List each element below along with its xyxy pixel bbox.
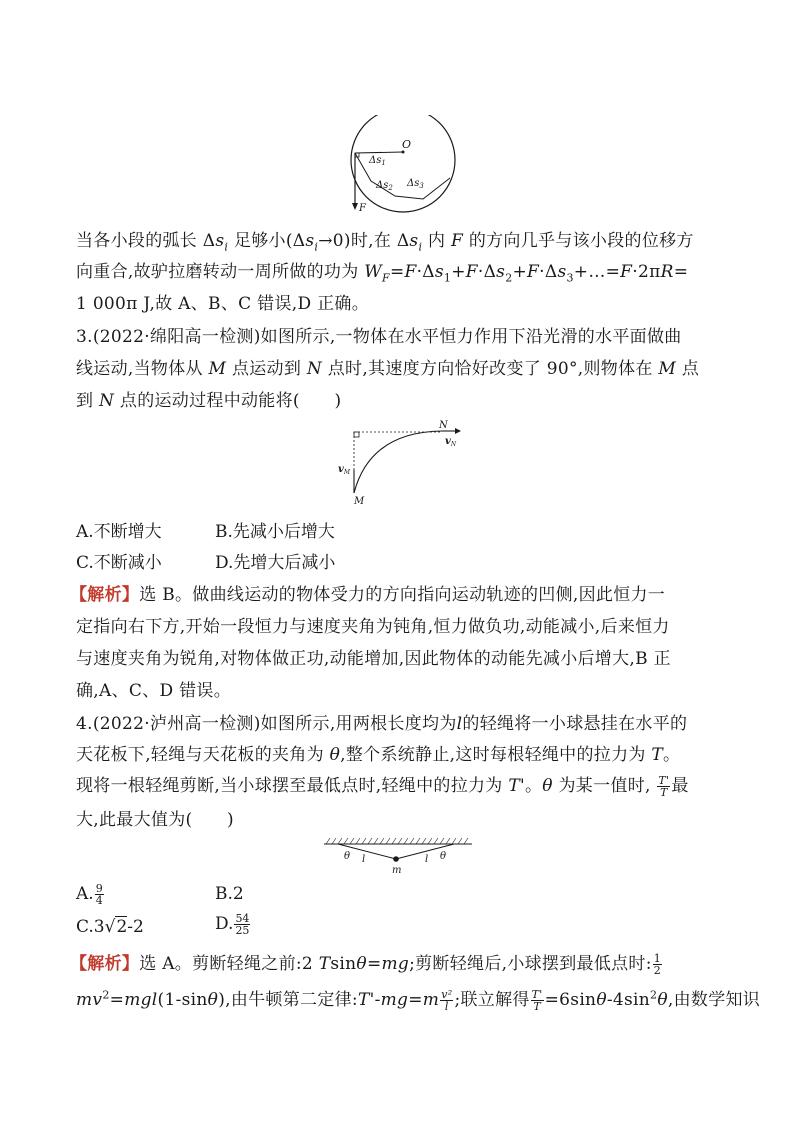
vN-arrowhead — [455, 428, 461, 434]
q3-analysis-line2: 定指向右下方,开始一段恒力与速度夹角为钝角,恒力做负功,动能减小,后来恒力 — [76, 617, 670, 637]
label-ds2: Δs — [376, 180, 389, 191]
q3-option-a[interactable]: A.不断增大 — [76, 522, 162, 542]
q3-option-b[interactable]: B.先减小后增大 — [215, 522, 335, 542]
label-l-left: l — [362, 854, 366, 865]
q4-option-d[interactable]: D. $\frac{54}{25}$ — [215, 912, 250, 937]
analysis-tag: 【解析】 — [70, 954, 140, 974]
q4-analysis-line1: 【解析】选 A。剪断轻绳之前:2 Tsinθ=mg;剪断轻绳后,小球摆到最低点时: $\frac{1}{2}$ — [70, 952, 662, 977]
q4-option-a[interactable]: A. $\frac{9}{4}$ — [76, 882, 103, 907]
label-l-right: l — [425, 854, 429, 865]
svg-text:vN — [445, 436, 457, 448]
label-theta-right: θ — [440, 851, 447, 862]
analysis-tag: 【解析】 — [70, 585, 140, 605]
label-ds1-sub: 1 — [381, 159, 386, 167]
figure-circle-work — [345, 115, 465, 215]
label-vM: v — [338, 464, 344, 475]
label-N: N — [439, 420, 448, 431]
force-arrowhead — [352, 203, 358, 210]
trajectory-curve — [354, 431, 442, 493]
q3-analysis-line4: 确,A、C、D 错误。 — [76, 681, 232, 701]
svg-text:Δs3 — [406, 178, 424, 190]
label-ds2-sub: 2 — [388, 184, 393, 192]
q3-line2: 线运动,当物体从 M 点运动到 N 点时,其速度方向恰好改变了 90°,则物体在 M 点 — [76, 359, 700, 379]
label-m: m — [392, 865, 402, 876]
label-vM-sub: M — [343, 469, 350, 476]
fraction-T-prime-over-T: $\frac{T'}{T}$ — [658, 774, 670, 799]
label-vN-sub: N — [450, 441, 457, 448]
q3-analysis-line1: 【解析】选 B。做曲线运动的物体受力的方向指向运动轨迹的凹侧,因此恒力一 — [70, 585, 666, 605]
q4-line3: 现将一根轻绳剪断,当小球摆至最低点时,轻绳中的拉力为 T'。θ 为某一值时, $\frac{T'}{T}$ 最 — [76, 774, 689, 799]
figure-curve-MN — [330, 418, 470, 510]
label-ds3: Δs — [407, 178, 420, 189]
q3-option-d[interactable]: D.先增大后减小 — [215, 553, 336, 573]
q3-analysis-line3: 与速度夹角为锐角,对物体做正功,动能增加,因此物体的动能先减小后增大,B 正 — [76, 649, 671, 669]
label-ds1: Δs — [369, 155, 382, 166]
q4-line4: 大,此最大值为( ) — [76, 810, 234, 830]
ceiling-hatching — [326, 838, 468, 844]
svg-text:Δs2 — [375, 180, 393, 192]
q4-option-c[interactable]: C.3√2-2 — [76, 917, 144, 937]
label-M: M — [354, 496, 365, 507]
svg-text:vM — [338, 464, 351, 476]
q4-option-b[interactable]: B.2 — [215, 884, 244, 904]
radius-line — [355, 152, 403, 153]
q4-line1: 4.(2022·泸州高一检测)如图所示,用两根长度均为l的轻绳将一小球悬挂在水平的 — [76, 714, 688, 734]
label-vN: v — [445, 436, 451, 447]
para1-line3: 1 000π J,故 A、B、C 错误,D 正确。 — [76, 294, 369, 314]
label-F: F — [359, 203, 366, 214]
right-angle-mark — [354, 432, 359, 437]
circle-path — [351, 115, 455, 212]
q3-option-c[interactable]: C.不断减小 — [76, 553, 162, 573]
ball — [393, 856, 399, 862]
q4-analysis-line2: $mv^2=mgl(1-\sin\theta)$,由牛顿第二定律:T'-mg=m $\frac{\text{v²}}{l}$ ;联立解得 $\frac{T'}{T}$ $=6\sin\theta-4\sin^2\theta$,由数学知识 — [76, 988, 761, 1013]
q3-line1: 3.(2022·绵阳高一检测)如图所示,一物体在水平恒力作用下沿光滑的水平面做曲 — [76, 327, 682, 347]
figure-pendulum — [322, 836, 474, 878]
label-ds3-sub: 3 — [419, 182, 424, 190]
q4-line2: 天花板下,轻绳与天花板的夹角为 θ,整个系统静止,这时每根轻绳中的拉力为 T。 — [76, 745, 681, 765]
svg-text:Δs1 — [368, 155, 386, 167]
q3-line3: 到 N 点的运动过程中动能将( ) — [76, 391, 342, 411]
label-theta-left: θ — [344, 851, 351, 862]
para1-line1: 当各小段的弧长 $\Delta s_i$ 足够小$(\Delta s_i\to 0)$时,在 $\Delta s_i$ 内 F 的方向几乎与该小段的位移方 — [76, 231, 694, 254]
label-O: O — [402, 138, 412, 151]
para1-line2: 向重合,故驴拉磨转动一周所做的功为 $W_F=F\cdot\Delta s_1+F\cdot\Delta s_2+F\cdot\Delta s_3+\dots=F\cdot 2\pi R=$ — [76, 262, 689, 285]
